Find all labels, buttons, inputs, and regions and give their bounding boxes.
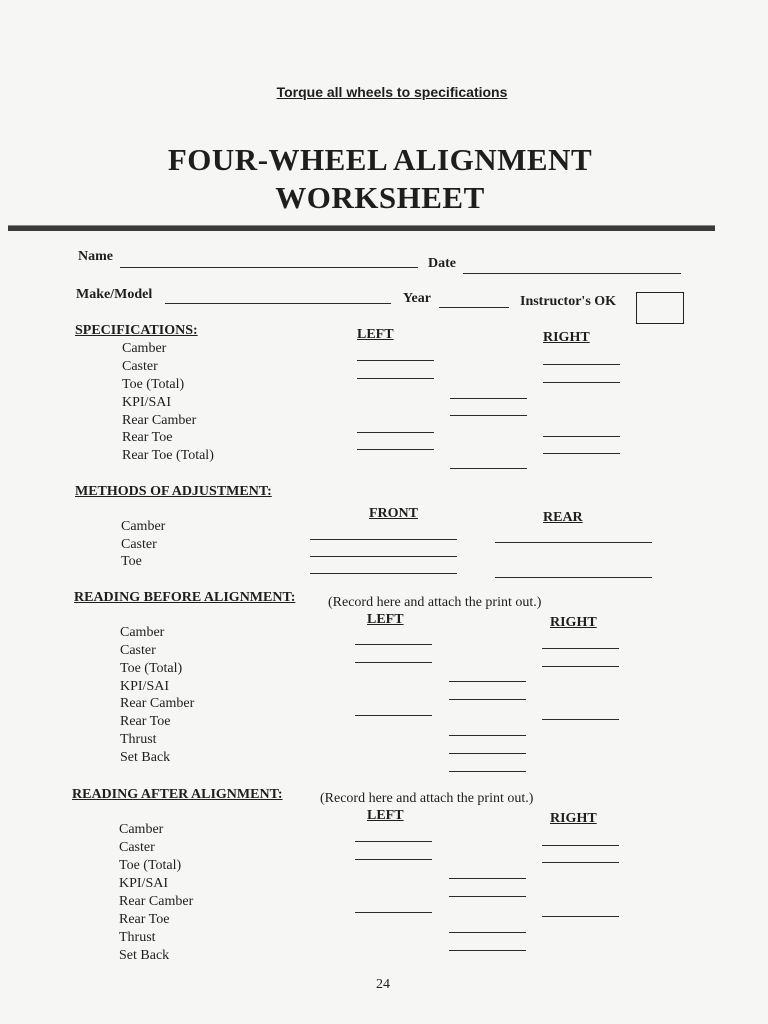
make-model-label: Make/Model <box>76 287 153 302</box>
before-left-field[interactable] <box>355 715 432 716</box>
spec-item: Toe (Total) <box>122 377 185 392</box>
after-left-field[interactable] <box>355 859 432 860</box>
method-item: Caster <box>121 537 157 552</box>
spec-right-field[interactable] <box>543 382 620 383</box>
title-divider <box>8 225 715 231</box>
year-field[interactable] <box>439 307 509 308</box>
spec-left-field[interactable] <box>357 432 434 433</box>
after-left-field[interactable] <box>355 912 432 913</box>
after-item: Rear Camber <box>119 894 194 909</box>
spec-left-field[interactable] <box>357 449 434 450</box>
before-center-field[interactable] <box>449 753 526 754</box>
after-right-field[interactable] <box>542 916 619 917</box>
after-right-field[interactable] <box>542 845 619 846</box>
before-item: Rear Toe <box>120 714 171 729</box>
after-item: Set Back <box>119 948 170 963</box>
after-item: KPI/SAI <box>119 876 169 891</box>
method-item: Toe <box>121 554 142 569</box>
method-front-field[interactable] <box>310 573 457 574</box>
before-right-field[interactable] <box>542 666 619 667</box>
after-center-field[interactable] <box>449 896 526 897</box>
after-item: Toe (Total) <box>119 858 182 873</box>
methods-front-header: FRONT <box>369 506 418 521</box>
methods-heading: METHODS OF ADJUSTMENT: <box>75 484 272 499</box>
specifications-right-header: RIGHT <box>543 330 590 345</box>
after-center-field[interactable] <box>449 932 526 933</box>
spec-right-field[interactable] <box>543 364 620 365</box>
after-left-field[interactable] <box>355 841 432 842</box>
spec-center-field[interactable] <box>450 468 527 469</box>
before-right-field[interactable] <box>542 719 619 720</box>
method-item: Camber <box>121 519 166 534</box>
after-center-field[interactable] <box>449 950 526 951</box>
spec-left-field[interactable] <box>357 378 434 379</box>
spec-item: Rear Toe <box>122 430 173 445</box>
before-item: Toe (Total) <box>120 661 183 676</box>
after-note: (Record here and attach the print out.) <box>320 791 534 806</box>
specifications-left-header: LEFT <box>357 327 394 342</box>
page-number: 24 <box>376 977 390 992</box>
spec-item: Rear Camber <box>122 413 197 428</box>
before-item: Set Back <box>120 750 171 765</box>
after-right-header: RIGHT <box>550 811 597 826</box>
spec-item: Camber <box>122 341 167 356</box>
instructor-ok-box[interactable] <box>636 292 684 324</box>
spec-item: Caster <box>122 359 158 374</box>
before-heading: READING BEFORE ALIGNMENT: <box>74 590 296 605</box>
torque-note: Torque all wheels to specifications <box>276 84 508 100</box>
method-rear-field[interactable] <box>495 577 652 578</box>
before-right-header: RIGHT <box>550 615 597 630</box>
specifications-heading: SPECIFICATIONS: <box>75 323 198 338</box>
before-center-field[interactable] <box>449 735 526 736</box>
before-left-field[interactable] <box>355 644 432 645</box>
before-right-field[interactable] <box>542 648 619 649</box>
date-field[interactable] <box>463 273 681 274</box>
method-front-field[interactable] <box>310 556 457 557</box>
before-center-field[interactable] <box>449 699 526 700</box>
name-field[interactable] <box>120 267 418 268</box>
after-item: Rear Toe <box>119 912 170 927</box>
instructor-ok-label: Instructor's OK <box>520 294 617 309</box>
date-label: Date <box>428 256 456 271</box>
method-front-field[interactable] <box>310 539 457 540</box>
before-left-header: LEFT <box>367 612 404 627</box>
after-item: Thrust <box>119 930 156 945</box>
worksheet-title-line-2: WORKSHEET <box>275 180 485 215</box>
methods-rear-header: REAR <box>543 510 583 525</box>
spec-left-field[interactable] <box>357 360 434 361</box>
before-item: KPI/SAI <box>120 679 170 694</box>
spec-right-field[interactable] <box>543 436 620 437</box>
after-left-header: LEFT <box>367 808 404 823</box>
spec-item: KPI/SAI <box>122 395 172 410</box>
before-item: Camber <box>120 625 165 640</box>
year-label: Year <box>403 291 431 306</box>
before-item: Caster <box>120 643 156 658</box>
after-center-field[interactable] <box>449 878 526 879</box>
after-right-field[interactable] <box>542 862 619 863</box>
worksheet-title-line-1: FOUR-WHEEL ALIGNMENT <box>167 142 593 177</box>
method-rear-field[interactable] <box>495 542 652 543</box>
after-item: Caster <box>119 840 155 855</box>
make-model-field[interactable] <box>165 303 391 304</box>
spec-item: Rear Toe (Total) <box>122 448 214 463</box>
before-center-field[interactable] <box>449 771 526 772</box>
spec-right-field[interactable] <box>543 453 620 454</box>
name-label: Name <box>78 249 113 264</box>
before-item: Rear Camber <box>120 696 195 711</box>
before-center-field[interactable] <box>449 681 526 682</box>
spec-center-field[interactable] <box>450 398 527 399</box>
before-item: Thrust <box>120 732 157 747</box>
before-left-field[interactable] <box>355 662 432 663</box>
spec-center-field[interactable] <box>450 415 527 416</box>
after-heading: READING AFTER ALIGNMENT: <box>72 787 283 802</box>
before-note: (Record here and attach the print out.) <box>328 595 542 610</box>
after-item: Camber <box>119 822 164 837</box>
